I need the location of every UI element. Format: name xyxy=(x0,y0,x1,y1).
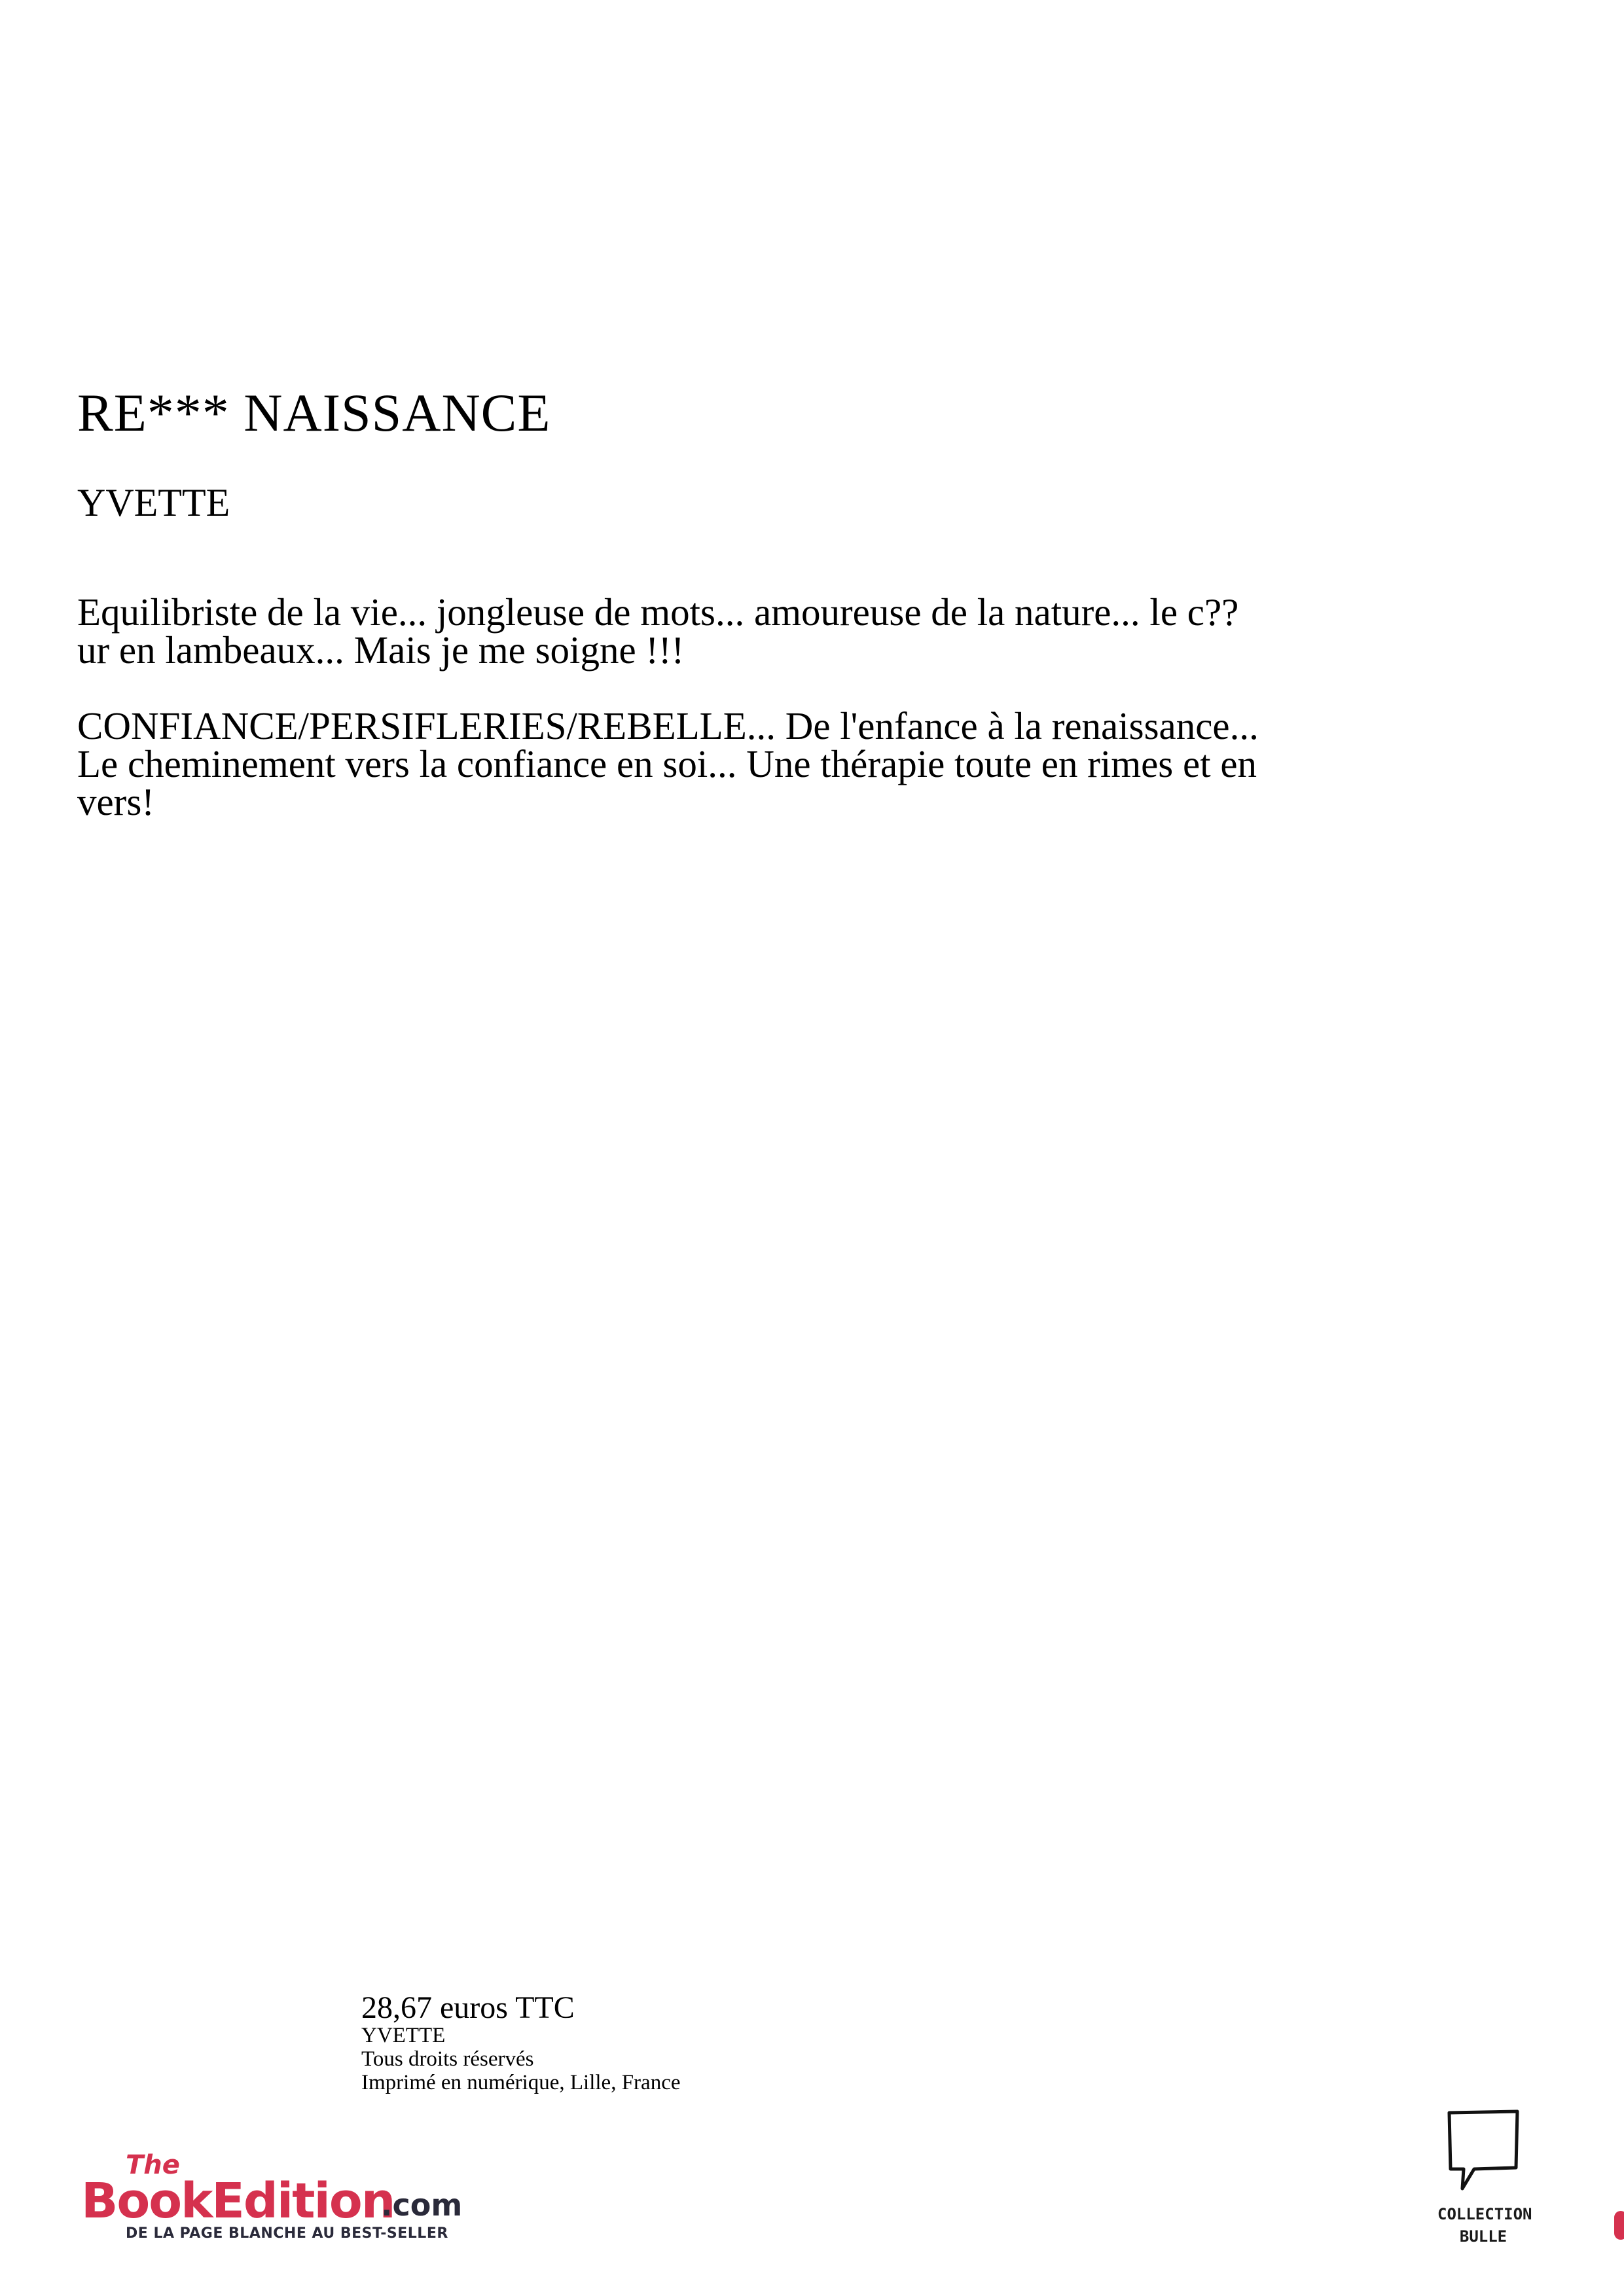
imprint-printed: Imprimé en numérique, Lille, France xyxy=(361,2071,681,2094)
logo-domain: .com xyxy=(381,2187,463,2223)
collection-label xyxy=(1437,2203,1532,2248)
collection-line-1: COLLECTION xyxy=(1437,2205,1532,2223)
collection-stamp xyxy=(1437,2108,1532,2258)
book-author: YVETTE xyxy=(77,481,230,524)
blurb-paragraph: CONFIANCE/PERSIFLERIES/REBELLE... De l'enfance à la renaissance... Le cheminement vers la confiance en soi... Une thérapie toute en rimes et en vers! xyxy=(77,704,1259,823)
blurb-paragraph: Equilibriste de la vie... jongleuse de mots... amoureuse de la nature... le c??ur en lambeaux... Mais je me soigne !!! xyxy=(77,590,1239,672)
imprint-rights: Tous droits réservés xyxy=(361,2047,534,2071)
edge-mark xyxy=(1614,2211,1624,2240)
speech-bubble-icon xyxy=(1445,2108,1521,2199)
book-title: RE*** NAISSANCE xyxy=(77,383,551,442)
imprint-author: YVETTE xyxy=(361,2024,446,2047)
logo-name: BookEdition xyxy=(81,2173,395,2229)
price: 28,67 euros TTC xyxy=(361,1990,575,2025)
book-blurb xyxy=(77,590,1269,859)
logo-the: The xyxy=(126,2150,180,2180)
collection-line-2: BULLE xyxy=(1459,2227,1507,2246)
logo-tagline: DE LA PAGE BLANCHE AU BEST-SELLER xyxy=(126,2225,448,2242)
publisher-logo xyxy=(81,2152,474,2244)
imprint-block xyxy=(361,1992,681,2094)
